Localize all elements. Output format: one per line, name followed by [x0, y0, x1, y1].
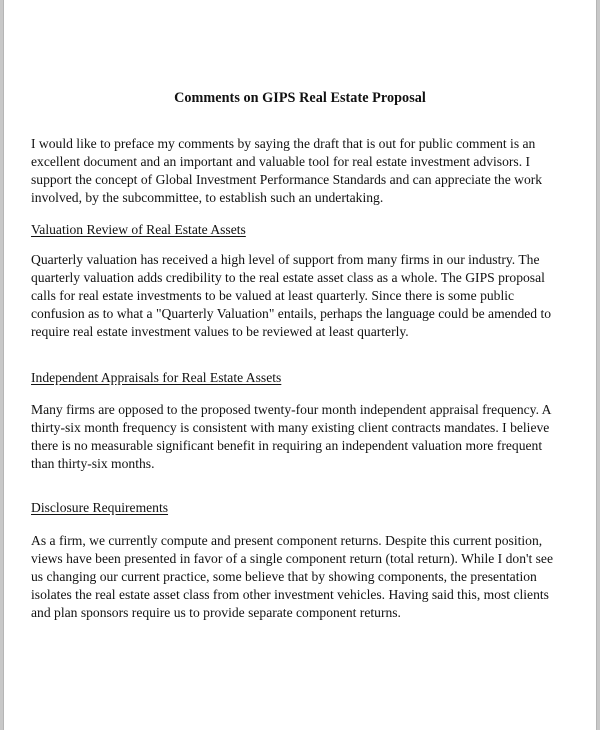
- section-heading-valuation-review: Valuation Review of Real Estate Assets: [31, 222, 246, 237]
- independent-appraisals-paragraph: [31, 401, 551, 473]
- paragraph-line: I would like to preface my comments by saying the draft that is out for public comment is an: [31, 136, 536, 151]
- paragraph-line: isolates the real estate asset class from other investment vehicles. Having said this, most clients: [31, 587, 549, 602]
- paragraph-line: thirty-six month frequency is consistent with many existing client contracts mandates. I believe: [31, 420, 550, 435]
- disclosure-requirements-paragraph: [31, 532, 553, 622]
- paragraph-line: involved, by the subcommittee, to establish such an undertaking.: [31, 190, 384, 205]
- paragraph-line: support the concept of Global Investment Performance Standards and can appreciate the work: [31, 172, 543, 187]
- document-page: [3, 0, 597, 730]
- paragraph-line: confusion as to what a "Quarterly Valuation" entails, perhaps the language could be amended to: [31, 306, 552, 321]
- paragraph-line: than thirty-six months.: [31, 456, 155, 471]
- paragraph-line: calls for real estate investments to be valued at least quarterly. Since there is some public: [31, 288, 515, 303]
- section-heading-independent-appraisals: Independent Appraisals for Real Estate Assets: [31, 370, 282, 385]
- paragraph-line: excellent document and an important and valuable tool for real estate investment advisors. I: [31, 154, 531, 169]
- paragraph-line: and plan sponsors require us to provide separate component returns.: [31, 605, 401, 620]
- paragraph-line: require real estate investment values to be reviewed at least quarterly.: [31, 324, 409, 339]
- paragraph-line: Quarterly valuation has received a high level of support from many firms in our industry. The: [31, 252, 540, 267]
- intro-paragraph: [31, 135, 542, 207]
- section-heading-disclosure-requirements: Disclosure Requirements: [31, 500, 169, 515]
- paragraph-line: Many firms are opposed to the proposed twenty-four month independent appraisal frequency. A: [31, 402, 552, 417]
- valuation-review-paragraph: [31, 251, 551, 341]
- paragraph-line: there is no measurable significant benefit in requiring an independent valuation more frequent: [31, 438, 543, 453]
- document-title: Comments on GIPS Real Estate Proposal: [174, 90, 426, 106]
- paragraph-line: quarterly valuation adds credibility to the real estate asset class as a whole. The GIPS proposal: [31, 270, 545, 285]
- paragraph-line: As a firm, we currently compute and present component returns. Despite this current position,: [31, 533, 543, 548]
- paragraph-line: us changing our current practice, some believe that by showing components, the presentation: [31, 569, 537, 584]
- paragraph-line: views have been presented in favor of a single component return (total return). While I don't see: [31, 551, 553, 566]
